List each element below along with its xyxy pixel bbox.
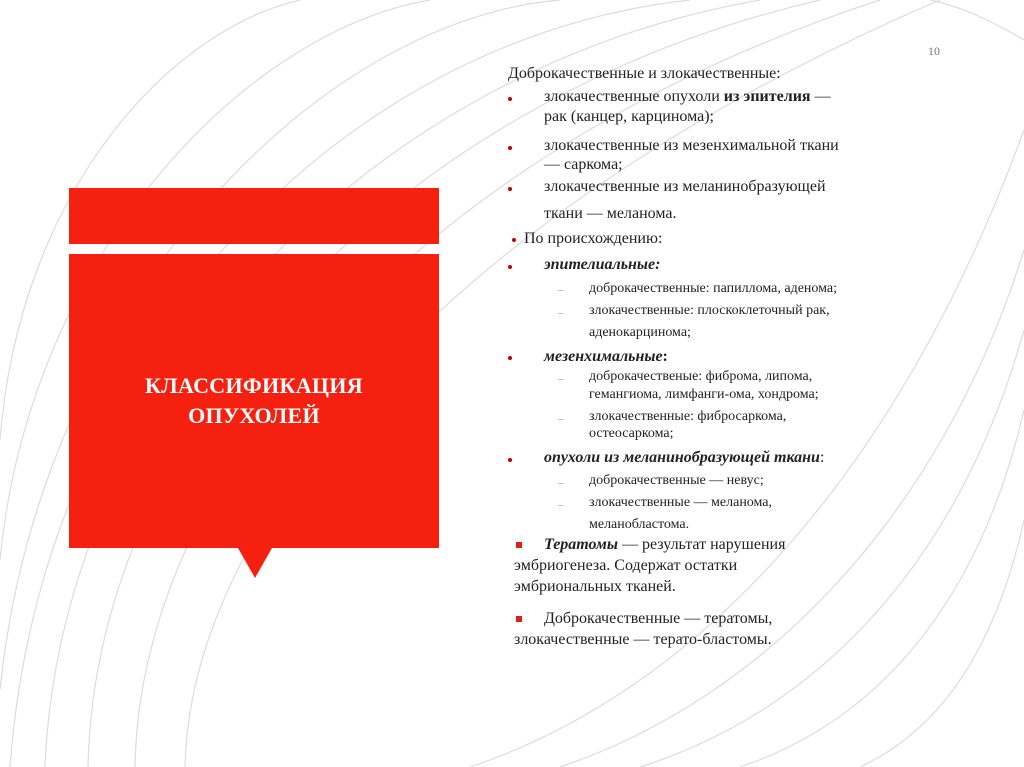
bullet-melanin-cont: ткани — меланома.: [544, 205, 677, 222]
bullet-dot-icon: [508, 458, 512, 462]
bullet-melanin: злокачественные из меланинобразующей: [544, 178, 826, 195]
intro-heading: Доброкачественные и злокачественные:: [508, 65, 781, 82]
slide-title: КЛАССИФИКАЦИЯ ОПУХОЛЕЙ: [145, 373, 363, 428]
mesenchymal-malignant-cont: остеосаркома;: [589, 426, 674, 441]
bullet-epithelium-cont: рак (канцер, карцинома);: [544, 108, 714, 125]
teratoma-line-3: эмбриональных тканей.: [514, 578, 676, 595]
mesenchymal-heading: мезенхимальные:: [544, 348, 668, 365]
panel-pointer-triangle: [238, 548, 272, 578]
dash-icon: –: [558, 413, 564, 425]
bullet-epithelium: злокачественные опухоли из эпителия —: [544, 88, 831, 105]
bullet-dot-icon: [508, 356, 512, 360]
bullet-dot-icon: [508, 265, 512, 269]
teratoma-line: Тератомы — результат нарушения: [544, 536, 786, 553]
bullet-mesenchymal-cont: — саркома;: [544, 156, 623, 173]
mesenchymal-benign: доброкачественые: фиброма, липома,: [589, 369, 813, 384]
dash-icon: –: [558, 477, 564, 489]
epithelial-heading: эпителиальные:: [544, 256, 661, 273]
epithelial-malignant: злокачественные: плоскоклеточный рак,: [589, 303, 830, 318]
page-number: 10: [928, 44, 940, 58]
teratoma-types: Доброкачественные — тератомы,: [544, 610, 773, 627]
melanin-malignant: злокачественные — меланома,: [589, 495, 773, 510]
teratoma-types-cont: злокачественные — терато-бластомы.: [514, 631, 772, 648]
melanin-malignant-cont: меланобластома.: [589, 517, 690, 532]
mesenchymal-benign-cont: гемангиома, лимфанги-ома, хондрома;: [589, 387, 819, 402]
bullet-dot-icon: [512, 238, 516, 242]
epithelial-benign: доброкачественные: папиллома, аденома;: [589, 281, 837, 296]
title-panel: [69, 254, 439, 548]
melanin-heading: опухоли из меланинобразующей ткани:: [544, 449, 825, 466]
square-bullet-icon: [516, 616, 522, 622]
dash-icon: –: [558, 373, 564, 385]
bullet-dot-icon: [508, 97, 512, 101]
dash-icon: –: [558, 284, 564, 296]
bg-arc: [860, 520, 1024, 767]
bg-arc: [930, 0, 1024, 40]
bullet-dot-icon: [508, 146, 512, 150]
bullet-mesenchymal: злокачественные из мезенхимальной ткани: [544, 137, 839, 154]
origin-heading: По происхождению:: [524, 230, 663, 247]
square-bullet-icon: [516, 542, 522, 548]
melanin-benign: доброкачественные — невус;: [589, 473, 764, 488]
epithelial-malignant-cont: аденокарцинома;: [589, 325, 691, 340]
dash-icon: –: [558, 307, 564, 319]
dash-icon: –: [558, 499, 564, 511]
teratoma-line-2: эмбриогенеза. Содержат остатки: [514, 557, 738, 574]
mesenchymal-malignant: злокачественные: фибросаркома,: [589, 409, 787, 424]
title-accent-bar: [69, 188, 439, 244]
bullet-dot-icon: [508, 187, 512, 191]
